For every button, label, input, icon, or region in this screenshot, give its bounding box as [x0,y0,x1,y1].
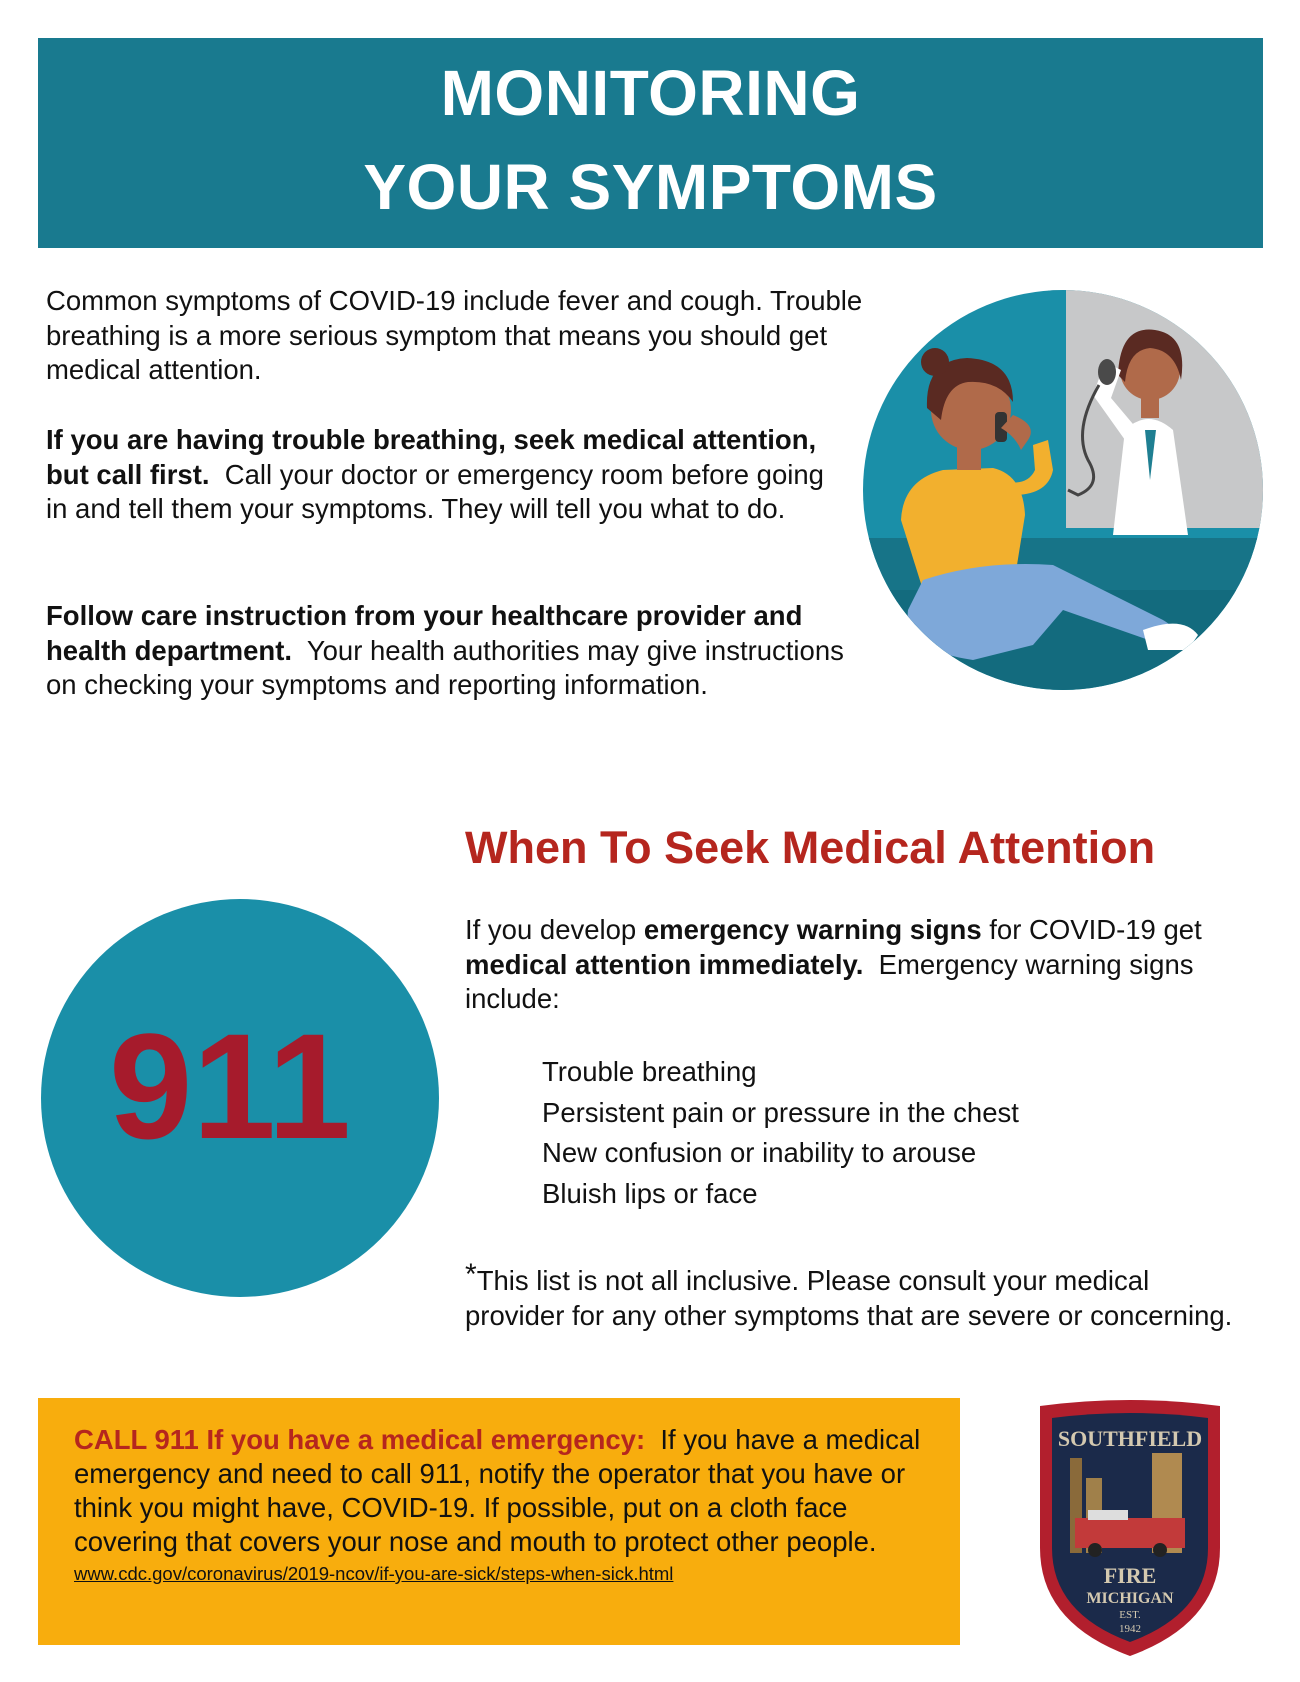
page-title-line2: YOUR SYMPTOMS [363,151,938,223]
follow-care-lead: Follow care instruction from your healthcare provider and health department. [46,600,803,666]
badge-state: MICHIGAN [1086,1590,1174,1607]
callout-lead: CALL 911 If you have a medical emergency: [74,1424,646,1455]
trouble-breathing-lead: If you are having trouble breathing, seek medical attention, but call first. [46,424,817,490]
list-item: New confusion or inability to arouse [542,1137,977,1168]
southfield-fire-badge [1030,1398,1230,1660]
warning-signs-list [542,1052,1019,1214]
badge-city: SOUTHFIELD [1057,1426,1203,1451]
intro-paragraph: Common symptoms of COVID-19 include fever and cough. Trouble breathing is a more serious symptom that means you should get medical attention. [46,285,863,385]
warning-signs-bold2: medical attention immediately. [465,948,864,980]
call-911-callout [38,1398,960,1645]
section-title: When To Seek Medical Attention [465,822,1156,873]
emergency-911-badge [40,898,440,1298]
badge-year: 1942 [1119,1623,1141,1635]
page-title-line1: MONITORING [440,57,861,129]
cdc-link[interactable]: www.cdc.gov/coronavirus/2019-ncov/if-you-are-sick/steps-when-sick.html [74,1563,674,1584]
badge-dept: FIRE [1103,1563,1157,1588]
list-item: Trouble breathing [542,1056,757,1087]
badge-911-number: 911 [109,1002,351,1170]
follow-care-paragraph [46,599,846,703]
list-item: Bluish lips or face [542,1177,758,1209]
page-header [38,38,1263,248]
disclaimer-text: This list is not all inclusive. Please consult your medical provider for any other symptoms that are severe or concerning. [465,1265,1233,1331]
badge-est: EST. [1119,1609,1141,1621]
warning-signs-bold1: emergency warning signs [643,914,982,945]
warning-signs-intro-part3: Emergency warning signs include: [465,948,1194,1014]
warning-signs-intro-part2: for COVID-19 get [989,914,1202,945]
follow-care-text: Your health authorities may give instructions on checking your symptoms and reporting information. [46,634,844,700]
trouble-breathing-paragraph [46,423,846,527]
disclaimer [465,1258,1245,1333]
trouble-breathing-text: Call your doctor or emergency room before going in and tell them your symptoms. They will tell you what to do. [46,458,824,524]
warning-signs-intro-part1: If you develop [465,914,637,945]
callout-text: If you have a medical emergency and need to call 911, notify the operator that you have or think you might have, COVID-19. If possible, put on a cloth face covering that covers your nose and mouth to protect other people. [74,1424,921,1557]
list-item: Persistent pain or pressure in the chest [542,1096,1019,1128]
callout-text-block [74,1423,930,1559]
asterisk: * [465,1258,477,1291]
warning-signs-intro [465,913,1255,1017]
phone-call-illustration [863,290,1263,690]
